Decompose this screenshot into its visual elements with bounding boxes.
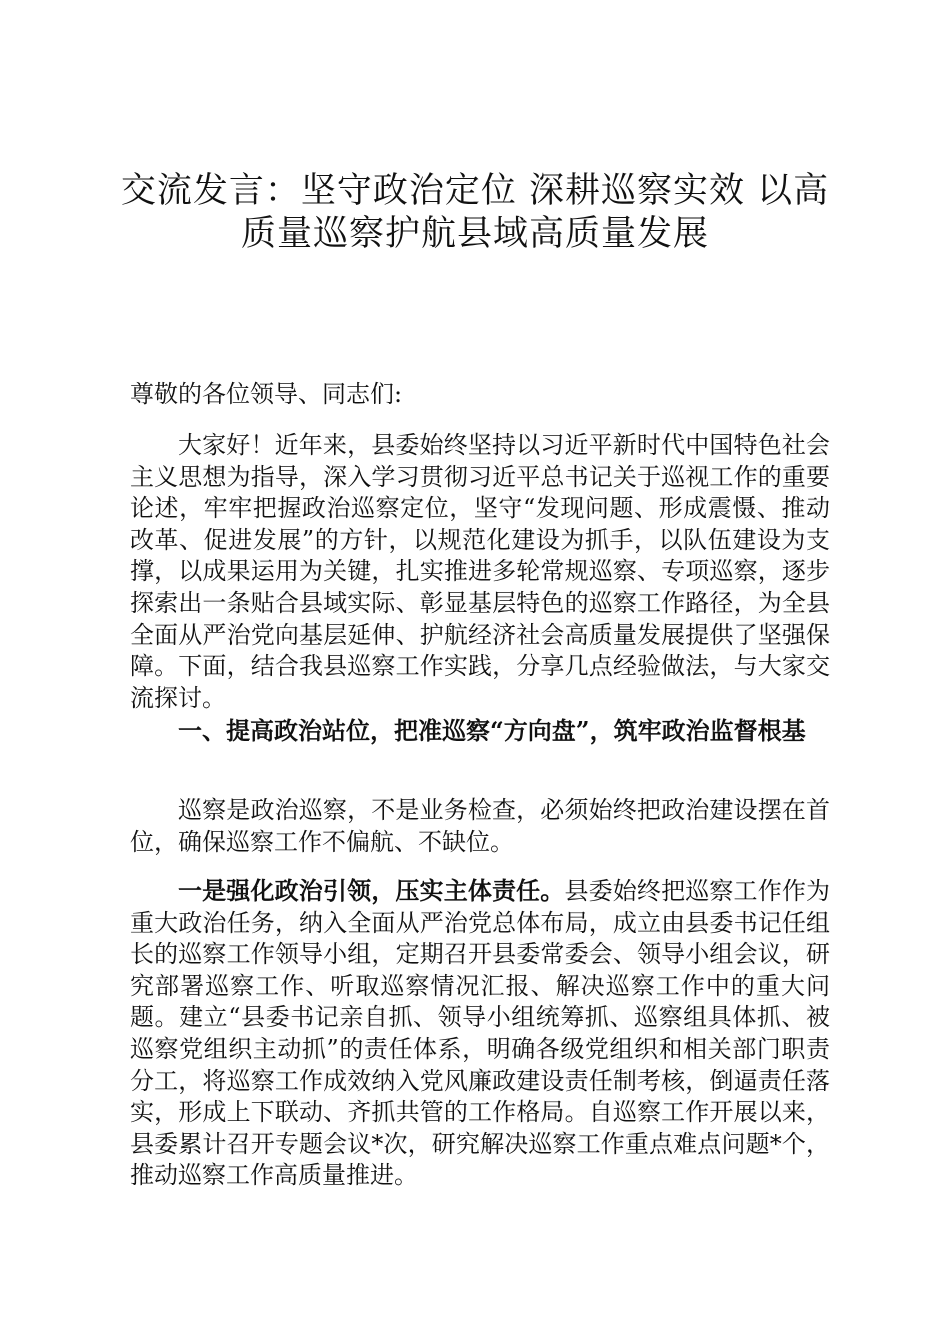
point-paragraph bbox=[130, 875, 830, 1192]
section-paragraph: 巡察是政治巡察，不是业务检查，必须始终把政治建设摆在首位，确保巡察工作不偏航、不缺位。 bbox=[130, 796, 830, 856]
point-body: 县委始终把巡察工作作为重大政治任务，纳入全面从严治党总体布局，成立由县委书记任组长的巡察工作领导小组，定期召开县委常委会、领导小组会议，研究部署巡察工作、听取巡察情况汇报、解决巡察工作中的重大问题。建立“县委书记亲自抓、领导小组统筹抓、巡察组具体抓、被巡察党组织主动抓”的责任体系，明确各级党组织和相关部门职责分工，将巡察工作成效纳入党风廉政建设责任制考核，倒逼责任落实，形成上下联动、齐抓共管的工作格局。自巡察工作开展以来，县委累计召开专题会议*次，研究解决巡察工作重点难点问题*个，推动巡察工作高质量推进。 bbox=[130, 877, 831, 1190]
point-lead: 一是强化政治引领，压实主体责任。 bbox=[178, 876, 565, 905]
salutation: 尊敬的各位领导、同志们: bbox=[130, 380, 403, 408]
intro-paragraph: 大家好！近年来，县委始终坚持以习近平新时代中国特色社会主义思想为指导，深入学习贯彻习近平总书记关于巡视工作的重要论述，牢牢把握政治巡察定位，坚守“发现问题、形成震慑、推动改革、促进发展”的方针，以规范化建设为抓手，以队伍建设为支撑，以成果运用为关键，扎实推进多轮常规巡察、专项巡察，逐步探索出一条贴合县域实际、彰显基层特色的巡察工作路径，为全县全面从严治党向基层延伸、护航经济社会高质量发展提供了坚强保障。下面，结合我县巡察工作实践，分享几点经验做法，与大家交流探讨。 bbox=[130, 431, 830, 712]
section-heading: 一、提高政治站位，把准巡察“方向盘”，筑牢政治监督根基 bbox=[178, 716, 806, 745]
document-title: 交流发言：坚守政治定位 深耕巡察实效 以高质量巡察护航县域高质量发展 bbox=[120, 171, 830, 254]
